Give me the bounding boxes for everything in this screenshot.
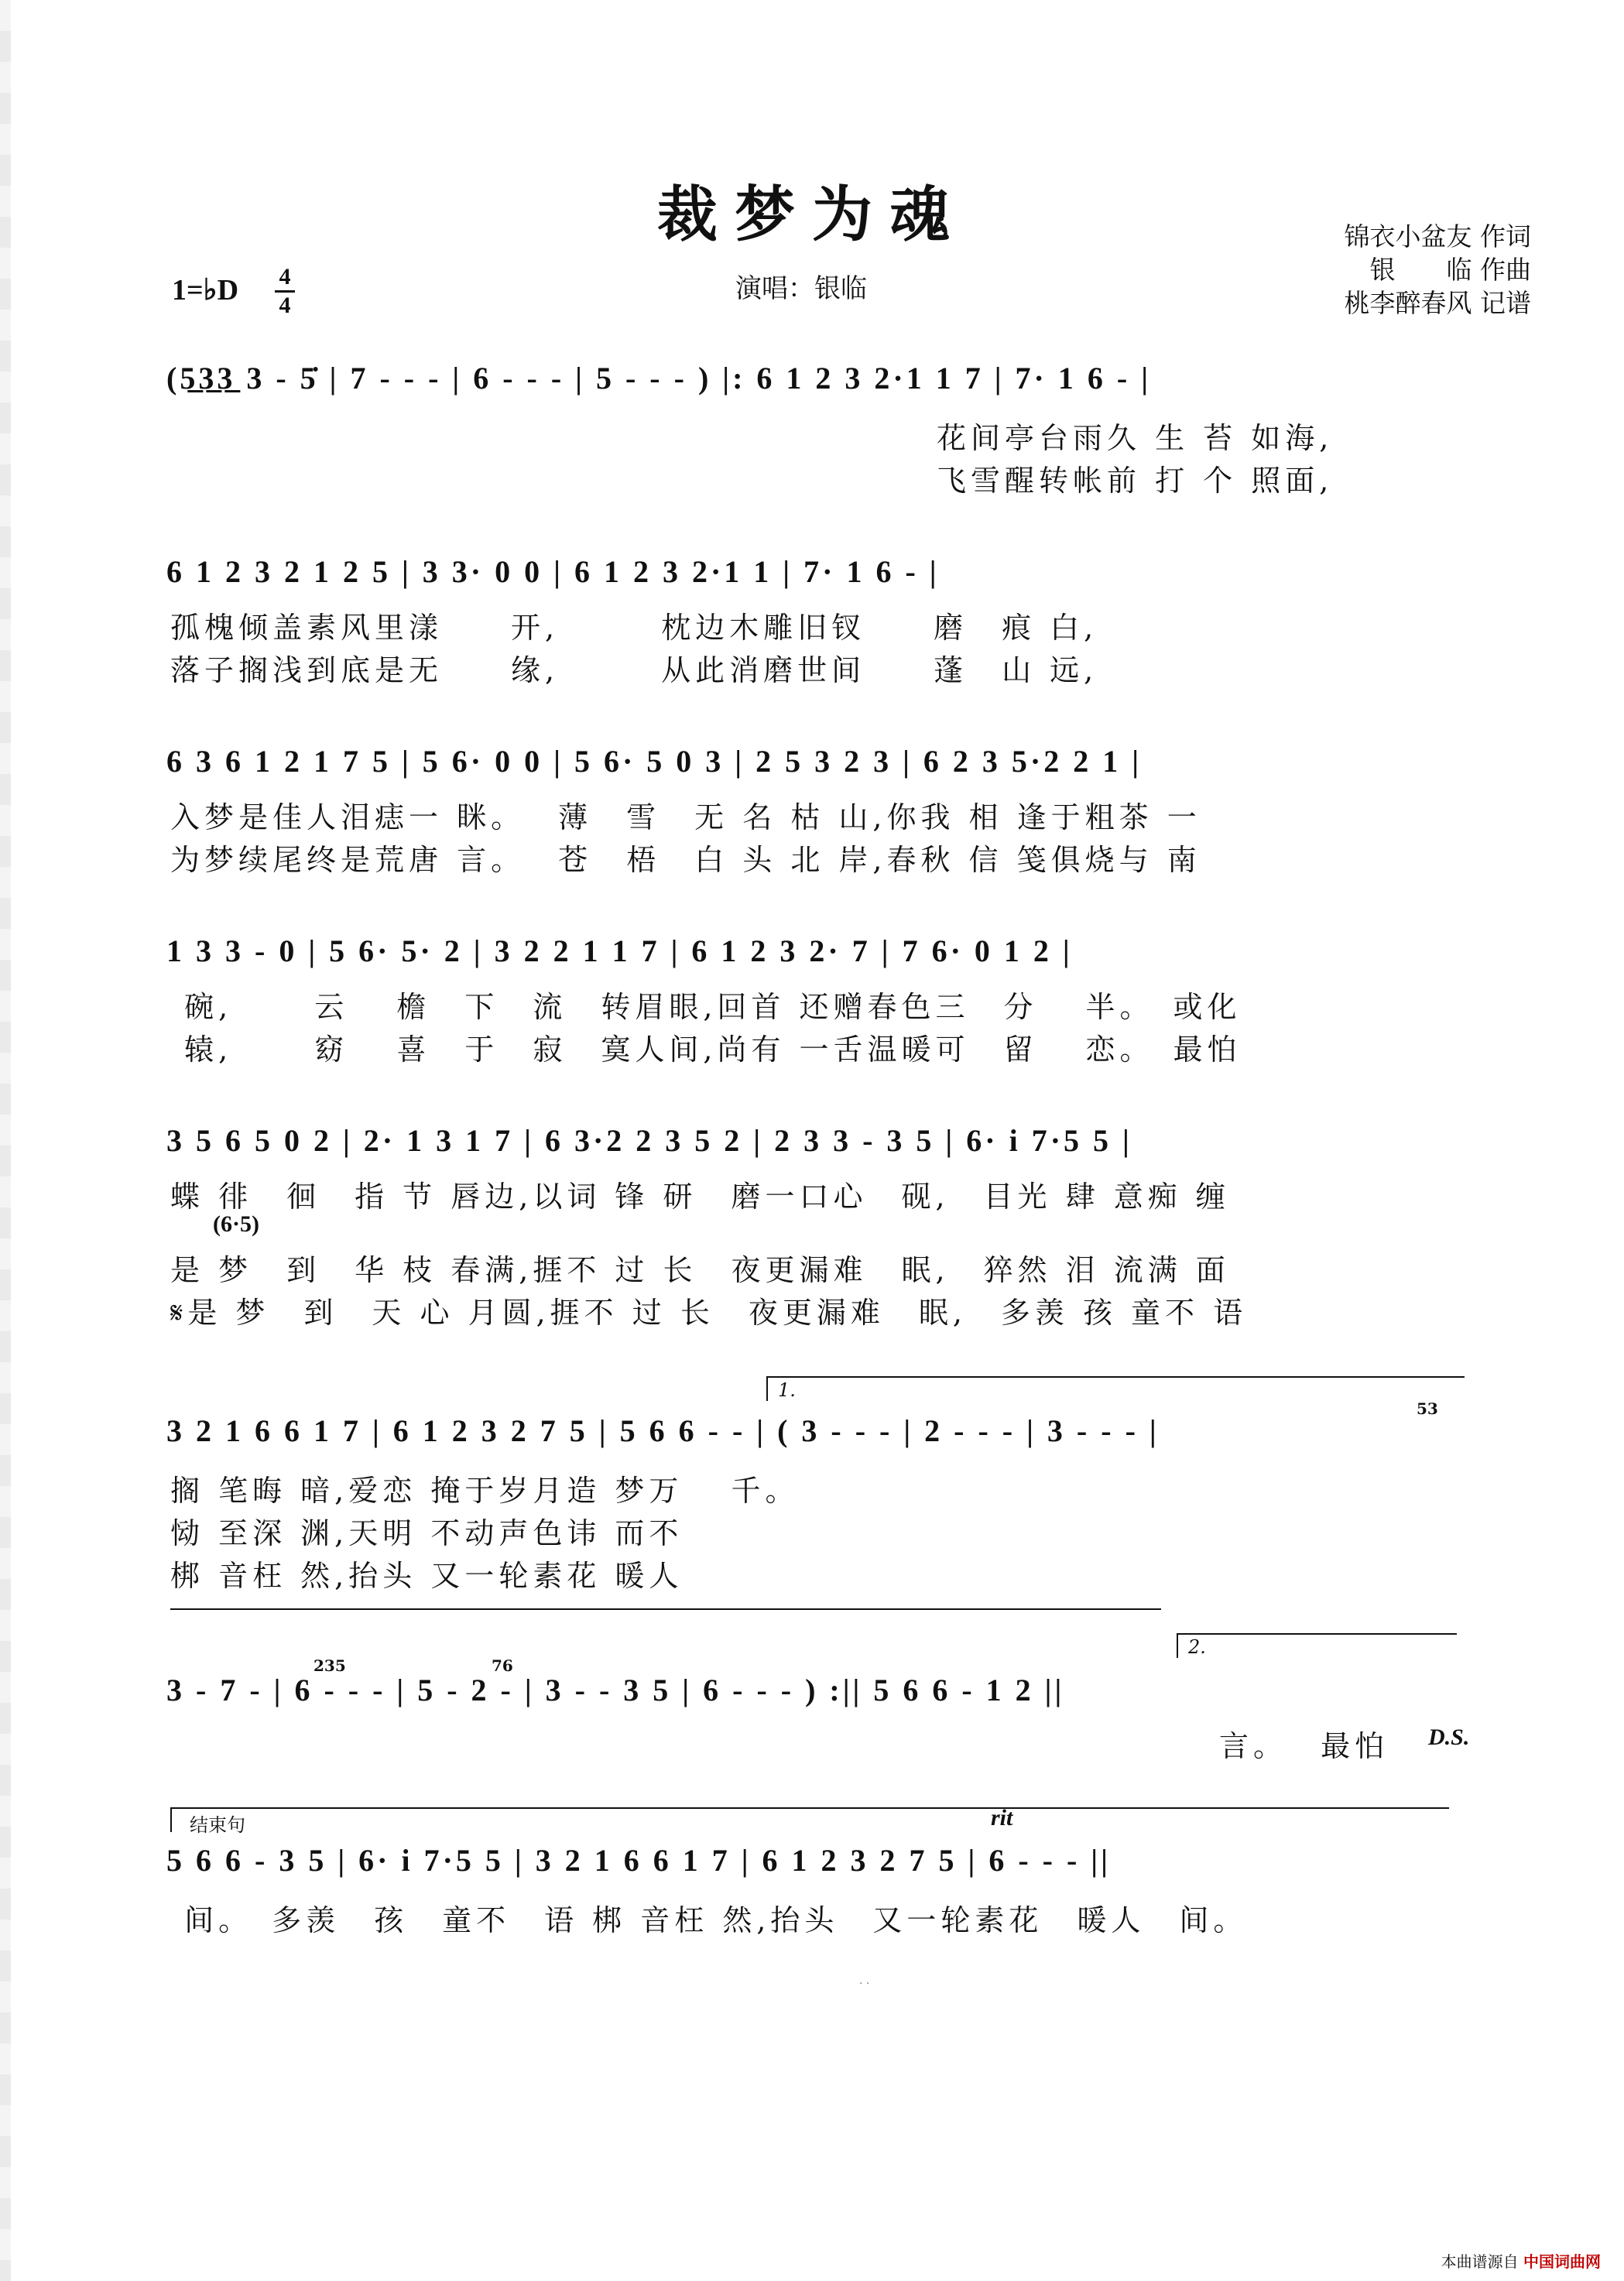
page-mark: · ·: [859, 1978, 870, 1990]
time-signature: [275, 265, 295, 317]
first-ending-bracket: [766, 1376, 1465, 1401]
lyric-line-4-verse-2: 辕, 窈 喜 于 寂 寞人间,尚有 一舌温暖可 留 恋。 最怕: [170, 1033, 1242, 1067]
lyric-line-8: 间。 多羡 孩 童不 语 梆 音枉 然,抬头 又一轮素花 暖人 间。: [170, 1903, 1248, 1937]
staff-line-3: 6 3 6 1 2 1 7 5 | 5 6· 0 0 | 5 6· 5 0 3 | 2 5 3 2 3 | 6 2 3 5·2 2 1 |: [166, 744, 1143, 779]
time-signature-top: 4: [279, 264, 291, 289]
lyric-line-6-verse-2: 恸 至深 渊,天明 不动声色讳 而不: [170, 1516, 684, 1550]
lyric-line-5-verse-3: 𝄋是 梦 到 天 心 月圆,捱不 过 长 夜更漏难 眠, 多羡 孩 童不 语: [170, 1296, 1248, 1330]
first-ending-label: 1.: [778, 1379, 796, 1401]
lyric-line-2-verse-2: 落子搁浅到底是无 缘, 从此消磨世间 蓬 山 远,: [170, 653, 1098, 687]
staff-line-6: 3 2 1 6 6 1 7 | 6 1 2 3 2 7 5 | 5 6 6 - - | ( 3 - - - | 2 - - - | 3 - - - |: [166, 1413, 1160, 1448]
grace-note-235: 235: [313, 1656, 346, 1675]
staff-line-2: 6 1 2 3 2 1 2 5 | 3 3· 0 0 | 6 1 2 3 2·1 1 | 7· 1 6 - |: [166, 554, 940, 589]
lyric-line-2-verse-1: 孤槐倾盖素风里漾 开, 枕边木雕旧钗 磨 痕 白,: [170, 611, 1098, 645]
ending-phrase-bracket: [170, 1807, 1449, 1832]
ending-phrase-label: 结束句: [190, 1814, 245, 1836]
second-ending-bracket: [1177, 1633, 1457, 1658]
dal-segno-marker: D.S.: [1428, 1724, 1470, 1750]
key-signature: 1=♭D: [172, 274, 239, 307]
grace-note-76: 76: [492, 1656, 513, 1675]
singer-credit: 演唱：银临: [735, 273, 867, 304]
lyricist-credit: 锦衣小盆友 作词: [1344, 221, 1531, 252]
footer-source: [1441, 2249, 1601, 2272]
transcriber-credit: 桃李醉春风 记谱: [1344, 288, 1531, 318]
lyric-line-3-verse-1: 入梦是佳人泪痣一 眯。 薄 雪 无 名 枯 山,你我 相 逢于粗茶 一: [170, 800, 1201, 834]
composer-credit: 银 临 作曲: [1369, 255, 1531, 285]
lyric-line-4-verse-1: 碗, 云 檐 下 流 转眉眼,回首 还赠春色三 分 半。 或化: [170, 990, 1242, 1024]
ritardando-marker: rit: [991, 1805, 1013, 1831]
page-margin-strip: [0, 0, 11, 2281]
footer-source-label: 本曲谱源自: [1441, 2252, 1519, 2271]
alternate-notes: (6·5): [213, 1211, 259, 1237]
song-title: 裁梦为魂: [656, 180, 967, 250]
time-signature-bottom: 4: [279, 293, 291, 318]
lyric-line-7: 言。 最怕: [1219, 1729, 1389, 1763]
staff-line-1: (5̲3̲3̲ 3 - 5̇ | 7 - - - | 6 - - - | 5 - - - ) |: 6 1 2 3 2·1 1 7 | 7· 1 6 - |: [166, 361, 1152, 396]
staff-line-4: 1 3 3 - 0 | 5 6· 5· 2 | 3 2 2 1 1 7 | 6 1 2 3 2· 7 | 7 6· 0 1 2 |: [166, 933, 1073, 968]
lyric-line-5-verse-2: 是 梦 到 华 枝 春满,捱不 过 长 夜更漏难 眠, 猝然 泪 流满 面: [170, 1253, 1230, 1287]
staff-line-7: 3 - 7 - | 6 - - - | 5 - 2 - | 3 - - 3 5 | 6 - - - ) :|| 5 6 6 - 1 2 ||: [166, 1673, 1065, 1707]
grace-note-53: 53: [1417, 1399, 1438, 1418]
lyric-line-5-verse-1: 蝶 徘 徊 指 节 唇边,以词 锋 研 磨一口心 砚, 目光 肆 意痴 缠: [170, 1180, 1230, 1214]
continuation-bracket: [170, 1608, 1161, 1610]
lyric-line-3-verse-2: 为梦续尾终是荒唐 言。 苍 梧 白 头 北 岸,春秋 信 笺俱烧与 南: [170, 843, 1201, 877]
footer-site-link[interactable]: 中国词曲网: [1523, 2252, 1601, 2271]
second-ending-label: 2.: [1188, 1636, 1206, 1658]
lyric-line-1-verse-2: 飞雪醒转帐前 打 个 照面,: [937, 464, 1334, 498]
staff-line-8: 5 6 6 - 3 5 | 6· i 7·5 5 | 3 2 1 6 6 1 7 | 6 1 2 3 2 7 5 | 6 - - - ||: [166, 1843, 1111, 1878]
lyric-line-6-verse-1: 搁 笔晦 暗,爱恋 掩于岁月造 梦万 千。: [170, 1474, 800, 1508]
lyric-line-6-verse-3: 梆 音枉 然,抬头 又一轮素花 暖人: [170, 1559, 684, 1593]
staff-line-5: 3 5 6 5 0 2 | 2· 1 3 1 7 | 6 3·2 2 3 5 2 | 2 3 3 - 3 5 | 6· i 7·5 5 |: [166, 1123, 1132, 1158]
lyric-line-1-verse-1: 花间亭台雨久 生 苔 如海,: [937, 421, 1334, 455]
